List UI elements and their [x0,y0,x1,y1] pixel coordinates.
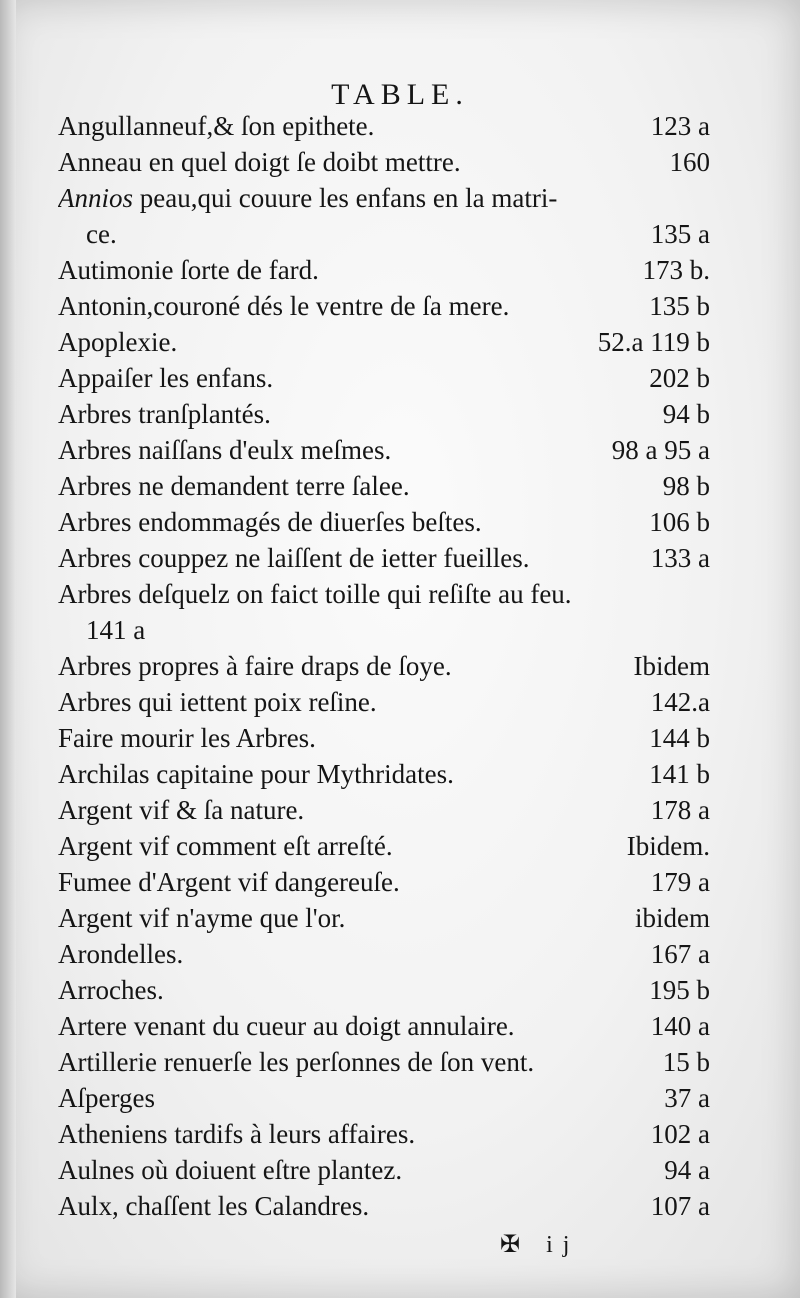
entry-term [58,972,164,1008]
index-entry [58,900,710,936]
entry-page-ref: 142.a [650,687,710,717]
entry-page-ref: 173 b. [642,255,710,285]
index-entry [58,1152,710,1188]
index-entry [58,720,710,756]
index-entry [58,1044,710,1080]
entry-term [58,1152,402,1188]
entry-term-text: Arbres qui iettent poix reſine. [58,687,377,717]
index-entries [58,108,710,1224]
index-entry [58,180,710,216]
entry-term-text: Anneau en quel doigt ſe doibt mettre. [58,147,461,177]
entry-term-text: Autimonie ſorte de fard. [58,255,319,285]
index-entry [58,108,710,144]
entry-term-text: Arbres deſquelz on faict toille qui reſiſte au feu. [58,579,572,609]
entry-page-ref: 52.a 119 b [597,327,710,357]
entry-term-text: ce. [86,219,117,249]
entry-page-ref: 123 a [650,111,710,141]
entry-term-text: Arbres couppez ne laiſſent de ietter fueilles. [58,543,530,573]
entry-term-text: Arbres propres à faire draps de ſoye. [58,651,452,681]
entry-term [58,1008,515,1044]
entry-term-text: Arbres naiſſans d'eulx meſmes. [58,435,392,465]
entry-page-ref: 135 b [649,291,710,321]
index-entry [58,936,710,972]
entry-term [58,576,572,612]
entry-term [58,936,183,972]
entry-term-text: Appaiſer les enfans. [58,363,274,393]
entry-term [58,900,345,936]
index-entry [58,828,710,864]
index-entry [58,1080,710,1116]
entry-page-ref: 140 a [650,1011,710,1041]
entry-term-text: Angullanneuf,& ſon epithete. [58,111,375,141]
entry-term [58,540,530,576]
index-entry [58,576,710,612]
entry-term [58,324,177,360]
index-entry [58,144,710,180]
index-entry [58,648,710,684]
entry-term-text: Apoplexie. [58,327,178,357]
index-entry [58,432,710,468]
entry-term-text: Archilas capitaine pour Mythridates. [58,759,454,789]
entry-page-ref: 141 b [649,759,710,789]
entry-term [58,864,400,900]
index-entry [58,540,710,576]
signature-mark: ✠ ij [500,1232,580,1258]
entry-term-text: Aulnes où doiuent eſtre plantez. [58,1155,403,1185]
index-entry [58,1188,710,1224]
entry-term [58,720,316,756]
entry-page-ref: 98 b [662,471,710,501]
entry-term-italic: Annios [58,183,134,213]
index-entry [58,972,710,1008]
entry-term [58,144,461,180]
entry-page-ref: 144 b [649,723,710,753]
index-entry [58,684,710,720]
entry-term [58,216,117,252]
entry-page-ref: 160 [669,147,710,177]
entry-page-ref: 94 a [664,1155,710,1185]
entry-term-text: Arondelles. [58,939,184,969]
entry-page-ref: 179 a [650,867,710,897]
page-header: TABLE. [331,78,469,111]
entry-term-text: Arbres endommagés de diuerſes beſtes. [58,507,482,537]
entry-term-text: Argent vif n'ayme que l'or. [58,903,346,933]
entry-page-ref: 102 a [650,1119,710,1149]
entry-term-text: 141 a [86,615,146,645]
entry-page-ref: 133 a [650,543,710,573]
entry-term-text: Artere venant du cueur au doigt annulaire. [58,1011,515,1041]
entry-term-text: Argent vif & ſa nature. [58,795,305,825]
index-entry [58,396,710,432]
entry-term-text: Argent vif comment eſt arreſté. [58,831,393,861]
entry-page-ref: 37 a [664,1083,710,1113]
entry-term [58,1116,415,1152]
entry-term [58,396,271,432]
entry-page-ref: 15 b [662,1047,710,1077]
entry-term [58,504,482,540]
entry-page-ref: 135 a [650,219,710,249]
index-entry [58,252,710,288]
index-entry [58,216,710,252]
entry-term-text: Atheniens tardifs à leurs affaires. [58,1119,416,1149]
entry-term-text: Arbres tranſplantés. [58,399,271,429]
index-entry [58,756,710,792]
entry-term [58,1188,369,1224]
entry-term-text: Fumee d'Argent vif dangereuſe. [58,867,400,897]
entry-term [58,828,393,864]
entry-term-text: Antonin,couroné dés le ventre de ſa mere. [58,291,510,321]
entry-term [58,648,452,684]
index-entry [58,612,710,648]
entry-page-ref: 167 a [650,939,710,969]
index-entry [58,792,710,828]
entry-term [58,252,319,288]
entry-page-ref: 98 a 95 a [611,435,710,465]
entry-term-text: Aulx, chaſſent les Calandres. [58,1191,370,1221]
entry-page-ref: ibidem [635,903,710,933]
entry-term [58,288,509,324]
index-entry [58,1008,710,1044]
entry-term [58,468,410,504]
entry-term [58,756,454,792]
entry-page-ref: Ibidem. [626,831,710,861]
index-entry [58,288,710,324]
entry-term-text: peau,qui couure les enfans en la matri- [133,183,558,213]
entry-term [58,108,374,144]
index-entry [58,864,710,900]
index-entry [58,468,710,504]
entry-page-ref: 106 b [649,507,710,537]
entry-term-text: Arroches. [58,975,164,1005]
entry-term [58,792,304,828]
entry-term [58,360,273,396]
entry-term [58,612,145,648]
entry-term [58,1044,534,1080]
index-entry [58,1116,710,1152]
entry-page-ref: Ibidem [633,651,710,681]
entry-page-ref: 195 b [649,975,710,1005]
entry-term [58,180,557,216]
index-entry [58,504,710,540]
entry-term-text: Aſperges [58,1083,155,1113]
entry-page-ref: 107 a [650,1191,710,1221]
entry-term [58,432,391,468]
entry-page-ref: 178 a [650,795,710,825]
entry-term-text: Artillerie renuerſe les perſonnes de ſon vent. [58,1047,535,1077]
index-entry [58,360,710,396]
entry-page-ref: 202 b [649,363,710,393]
entry-term-text: Faire mourir les Arbres. [58,723,316,753]
entry-page-ref: 94 b [662,399,710,429]
entry-term [58,1080,155,1116]
entry-term-text: Arbres ne demandent terre ſalee. [58,471,410,501]
index-entry [58,324,710,360]
entry-term [58,684,377,720]
